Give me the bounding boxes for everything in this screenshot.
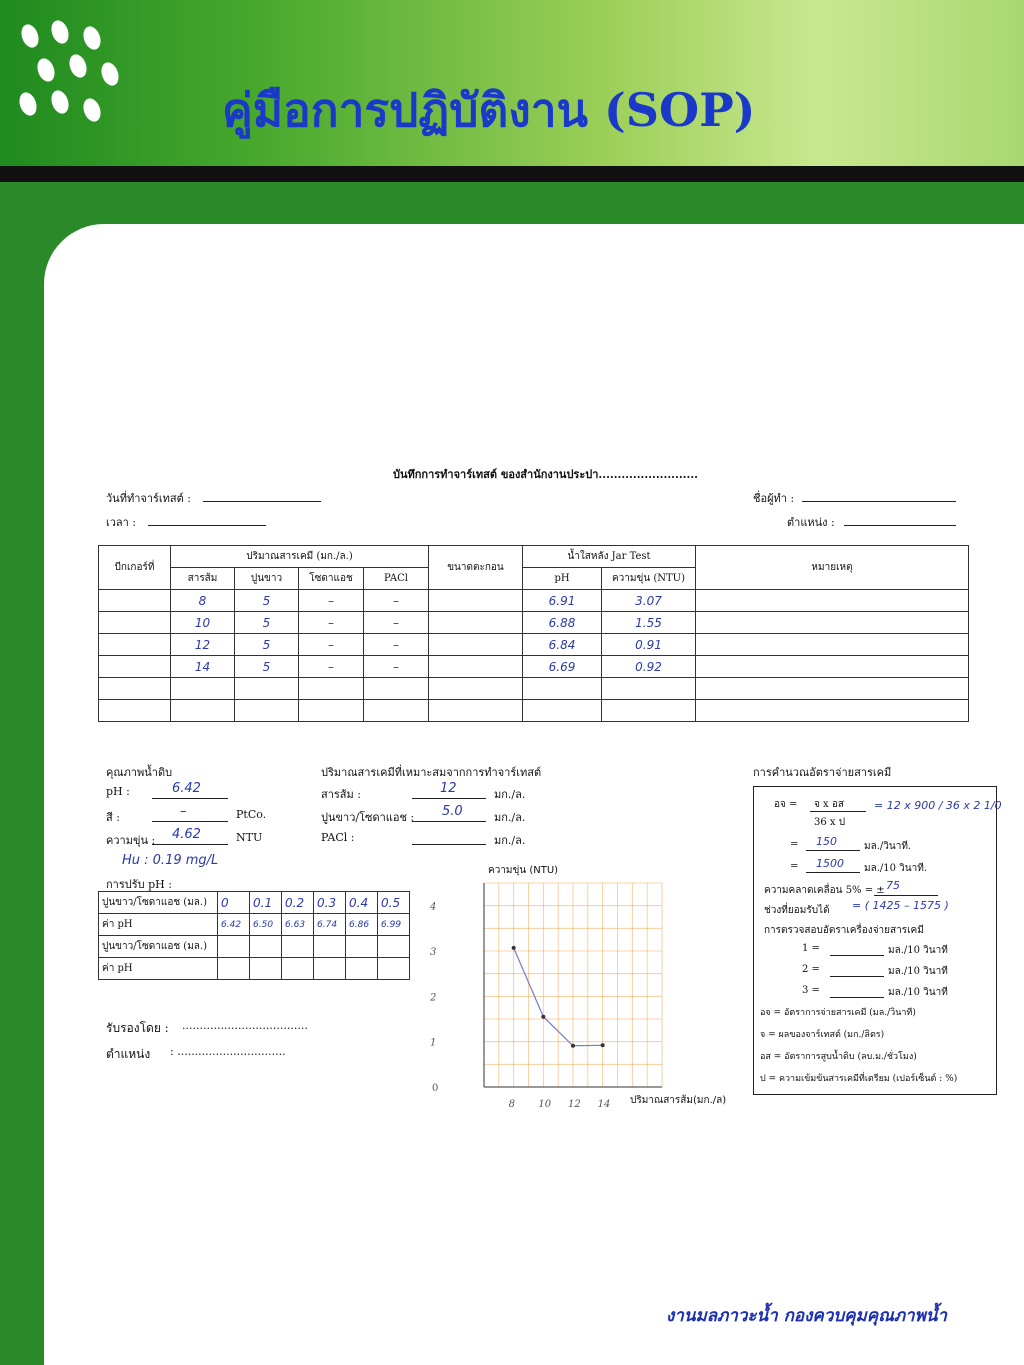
cell-soda: – — [299, 590, 364, 612]
slide-footer: งานมลภาวะน้ำ กองควบคุมคุณภาพน้ำ — [666, 1306, 947, 1326]
cell-soda — [299, 678, 364, 700]
col-ph: pH — [523, 568, 602, 590]
def-2: จ = ผลของจาร์เทสต์ (มก./ลิตร) — [760, 1030, 885, 1040]
opt-lime-unit: มก./ล. — [494, 811, 526, 824]
col-remark: หมายเหตุ — [696, 546, 969, 590]
ph-cell — [250, 958, 282, 980]
y-tick-label: 2 — [430, 992, 437, 1004]
table-row — [99, 678, 969, 700]
ph-cell — [218, 936, 250, 958]
cell-lime — [235, 678, 299, 700]
table-row — [99, 700, 969, 722]
x-tick-label: 10 — [538, 1099, 552, 1110]
slide-title: คู่มือการปฏิบัติงาน (SOP) — [222, 83, 756, 137]
opt-pacl-label: PACl : — [321, 831, 355, 844]
def-1: อจ = อัตราการจ่ายสารเคมี (มล./วินาที) — [760, 1008, 916, 1018]
opt-pacl-unit: มก./ล. — [494, 834, 526, 847]
ph-cell: 6.50 — [250, 914, 282, 936]
cell-floc — [429, 612, 523, 634]
y-tick-label: 4 — [430, 901, 437, 913]
check-item-unit: มล./10 วินาที — [888, 945, 948, 956]
date-line — [203, 501, 321, 502]
eq2-line — [806, 872, 860, 873]
hu-note: Hu : 0.19 mg/L — [122, 853, 219, 868]
ph-cell — [314, 936, 346, 958]
x-tick-label: 12 — [568, 1099, 581, 1110]
opt-pacl-line — [412, 844, 486, 845]
ph-cell — [346, 936, 378, 958]
calc-box — [753, 786, 1002, 1095]
table-row — [99, 612, 969, 634]
data-point — [541, 1015, 545, 1019]
col-alum: สารส้ม — [171, 568, 235, 590]
ph-row4-label: ค่า pH — [99, 958, 218, 980]
cell-remark — [696, 678, 969, 700]
eq2-unit: มล./10 วินาที. — [864, 863, 928, 874]
raw-ph-line — [152, 798, 228, 799]
ph-cell — [282, 958, 314, 980]
maker-line — [802, 501, 956, 502]
check-item-line — [830, 955, 884, 956]
col-lime: ปูนขาว — [235, 568, 299, 590]
check-label: การตรวจสอบอัตราเครื่องจ่ายสารเคมี — [764, 925, 924, 936]
approve-pos-dots: : ............................... — [170, 1045, 286, 1058]
origin-label: 0 — [432, 1083, 439, 1094]
opt-lime-value: 5.0 — [442, 804, 463, 819]
side-band — [0, 182, 44, 1365]
cell-pacl: – — [364, 634, 429, 656]
col-beaker: บีกเกอร์ที่ — [99, 546, 171, 590]
raw-color-unit: PtCo. — [236, 808, 267, 821]
y-tick-label: 1 — [430, 1037, 437, 1049]
col-chem: ปริมาณสารเคมี (มก./ล.) — [171, 546, 429, 568]
ph-cell: 6.74 — [314, 914, 346, 936]
cell-ph — [523, 678, 602, 700]
ph-cell: 0.1 — [250, 892, 282, 914]
cell-lime — [235, 700, 299, 722]
cell-remark — [696, 656, 969, 678]
cell-pacl — [364, 678, 429, 700]
approve-label: รับรองโดย : — [106, 1021, 169, 1035]
table-row — [99, 590, 969, 612]
check-item-unit: มล./10 วินาที — [888, 966, 948, 977]
ph-adjust-table — [98, 891, 410, 980]
cell-beaker — [99, 678, 171, 700]
turbidity-chart — [418, 857, 748, 1117]
ph-row2-label: ค่า pH — [99, 914, 218, 936]
data-point — [601, 1043, 605, 1047]
cell-alum: 10 — [171, 612, 235, 634]
formula-lhs: อจ = — [774, 799, 798, 810]
data-point — [512, 946, 516, 950]
cell-ph: 6.69 — [523, 656, 602, 678]
cell-pacl — [364, 700, 429, 722]
raw-color-line — [152, 821, 228, 822]
eq2-sign: = — [790, 861, 799, 872]
opt-alum-line — [412, 798, 486, 799]
cell-turb: 3.07 — [602, 590, 696, 612]
cell-alum — [171, 678, 235, 700]
position-label: ตำแหน่ง : — [787, 516, 835, 529]
cell-soda: – — [299, 656, 364, 678]
ph-cell: 0.3 — [314, 892, 346, 914]
ph-cell: 6.86 — [346, 914, 378, 936]
cell-turb: 0.92 — [602, 656, 696, 678]
formula-hand: = 12 x 900 / 36 x 2 1/0 — [874, 799, 1002, 812]
check-item-line — [830, 976, 884, 977]
jar-test-table — [98, 545, 969, 722]
check-item-line — [830, 997, 884, 998]
form-title: บันทึกการทำจาร์เทสต์ ของสำนักงานประปา.......................... — [393, 468, 698, 481]
eq2-value: 1500 — [816, 857, 844, 870]
col-floc: ขนาดตะกอน — [429, 546, 523, 590]
raw-color-value: – — [180, 804, 187, 819]
raw-ph-value: 6.42 — [172, 781, 201, 796]
raw-turb-value: 4.62 — [172, 827, 201, 842]
cell-turb: 1.55 — [602, 612, 696, 634]
maker-label: ชื่อผู้ทำ : — [753, 492, 795, 505]
approve-pos-label: ตำแหน่ง — [106, 1047, 151, 1061]
table-row — [99, 634, 969, 656]
cell-pacl: – — [364, 612, 429, 634]
cell-turb — [602, 700, 696, 722]
opt-alum-value: 12 — [440, 781, 457, 796]
ph-cell: 0 — [218, 892, 250, 914]
table-row — [99, 656, 969, 678]
opt-alum-label: สารส้ม : — [321, 788, 361, 801]
raw-color-label: สี : — [106, 811, 120, 824]
formula-bar — [810, 811, 866, 812]
date-label: วันที่ทำจาร์เทสต์ : — [106, 492, 191, 505]
cell-turb: 0.91 — [602, 634, 696, 656]
formula-num: จ x อส — [814, 799, 844, 810]
x-axis-label: ปริมาณสารส้ม(มก./ล) — [630, 1095, 727, 1106]
ph-cell: 6.99 — [378, 914, 410, 936]
ph-row3-label: ปูนขาว/โซดาแอช (มล.) — [99, 936, 218, 958]
error-value: 75 — [886, 879, 900, 892]
time-line — [148, 525, 266, 526]
cell-floc — [429, 678, 523, 700]
accept-value: = ( 1425 – 1575 ) — [852, 899, 949, 912]
ph-cell — [250, 936, 282, 958]
cell-pacl: – — [364, 656, 429, 678]
cell-floc — [429, 590, 523, 612]
cell-beaker — [99, 656, 171, 678]
cell-lime: 5 — [235, 590, 299, 612]
cell-pacl: – — [364, 590, 429, 612]
raw-heading: คุณภาพน้ำดิบ — [106, 766, 173, 779]
raw-turb-label: ความขุ่น : — [106, 834, 156, 847]
cell-remark — [696, 700, 969, 722]
ph-cell — [346, 958, 378, 980]
raw-turb-line — [152, 844, 228, 845]
ph-cell — [378, 958, 410, 980]
ph-cell: 0.5 — [378, 892, 410, 914]
def-3: อส = อัตราการสูบน้ำดิบ (ลบ.ม./ชั่วโมง) — [760, 1052, 917, 1062]
cell-lime: 5 — [235, 634, 299, 656]
dots-logo — [18, 20, 128, 145]
x-tick-label: 8 — [508, 1099, 516, 1110]
cell-beaker — [99, 612, 171, 634]
data-point — [571, 1044, 575, 1048]
cell-alum: 14 — [171, 656, 235, 678]
col-soda: โซดาแอช — [299, 568, 364, 590]
ph-cell: 0.4 — [346, 892, 378, 914]
col-clear: น้ำใสหลัง Jar Test — [523, 546, 696, 568]
cell-alum — [171, 700, 235, 722]
y-tick-label: 3 — [430, 947, 437, 958]
raw-ph-label: pH : — [106, 785, 130, 798]
cell-beaker — [99, 590, 171, 612]
opt-lime-label: ปูนขาว/โซดาแอช : — [321, 811, 415, 824]
approve-dots: .................................... — [182, 1019, 308, 1032]
ph-adjust-label: การปรับ pH : — [106, 878, 172, 891]
cell-lime: 5 — [235, 612, 299, 634]
ph-cell: 0.2 — [282, 892, 314, 914]
cell-ph — [523, 700, 602, 722]
cell-remark — [696, 612, 969, 634]
ph-cell — [218, 958, 250, 980]
accept-label: ช่วงที่ยอมรับได้ — [764, 905, 830, 916]
time-label: เวลา : — [106, 516, 137, 529]
cell-alum: 8 — [171, 590, 235, 612]
y-axis-label: ความขุ่น (NTU) — [488, 865, 559, 876]
jar-test-form — [48, 445, 1024, 1130]
cell-floc — [429, 656, 523, 678]
cell-floc — [429, 634, 523, 656]
header-divider — [0, 166, 1024, 182]
cell-ph: 6.84 — [523, 634, 602, 656]
ph-cell — [314, 958, 346, 980]
check-item-unit: มล./10 วินาที — [888, 987, 948, 998]
cell-ph: 6.91 — [523, 590, 602, 612]
cell-beaker — [99, 700, 171, 722]
cell-floc — [429, 700, 523, 722]
cell-alum: 12 — [171, 634, 235, 656]
cell-ph: 6.88 — [523, 612, 602, 634]
formula-den: 36 x ป — [814, 817, 846, 828]
check-item-label: 3 = — [802, 985, 820, 996]
eq1-value: 150 — [816, 835, 837, 848]
cell-beaker — [99, 634, 171, 656]
eq1-unit: มล./วินาที. — [864, 841, 912, 852]
opt-lime-line — [412, 821, 486, 822]
ph-cell — [282, 936, 314, 958]
eq1-sign: = — [790, 839, 799, 850]
cell-soda — [299, 700, 364, 722]
x-tick-label: 14 — [597, 1099, 611, 1110]
check-item-label: 1 = — [802, 943, 820, 954]
optimal-heading: ปริมาณสารเคมีที่เหมาะสมจากการทำจาร์เทสต์ — [321, 766, 542, 779]
cell-turb — [602, 678, 696, 700]
calc-heading: การคำนวณอัตราจ่ายสารเคมี — [753, 766, 892, 779]
cell-remark — [696, 590, 969, 612]
raw-turb-unit: NTU — [236, 831, 263, 844]
error-line — [874, 895, 938, 896]
error-label: ความคลาดเคลื่อน 5% = ± — [764, 885, 885, 896]
cell-remark — [696, 634, 969, 656]
ph-cell — [378, 936, 410, 958]
cell-lime: 5 — [235, 656, 299, 678]
ph-row1-label: ปูนขาว/โซดาแอช (มล.) — [99, 892, 218, 914]
check-item-label: 2 = — [802, 964, 820, 975]
cell-soda: – — [299, 634, 364, 656]
position-line — [844, 525, 956, 526]
col-turb: ความขุ่น (NTU) — [602, 568, 696, 590]
ph-cell: 6.42 — [218, 914, 250, 936]
col-pacl: PACl — [364, 568, 429, 590]
ph-cell: 6.63 — [282, 914, 314, 936]
def-4: ป = ความเข้มข้นสารเคมีที่เตรียม (เปอร์เซ็นต์ : %) — [760, 1074, 958, 1084]
cell-soda: – — [299, 612, 364, 634]
opt-alum-unit: มก./ล. — [494, 788, 526, 801]
eq1-line — [806, 850, 860, 851]
